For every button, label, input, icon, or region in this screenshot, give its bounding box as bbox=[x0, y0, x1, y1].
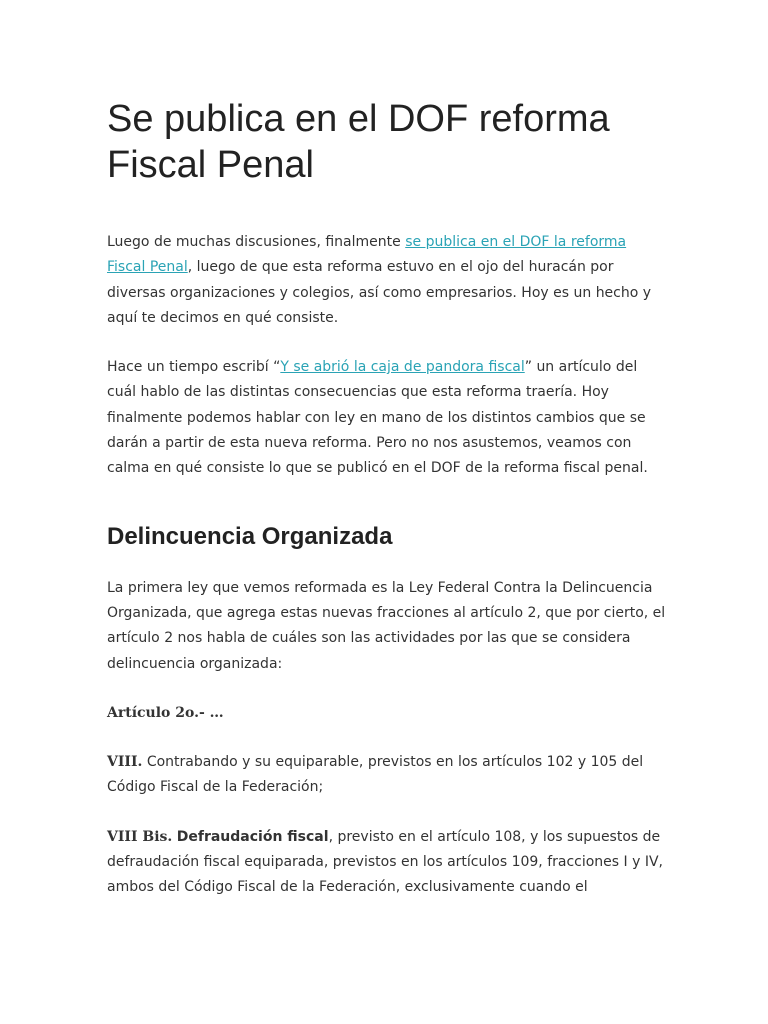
article-label-paragraph bbox=[107, 701, 667, 726]
article-title: Se publica en el DOF reforma Fiscal Penal bbox=[107, 98, 610, 186]
fraction-viii-bis-text: , previsto en el artículo 108, y los supuestos de defraudación fiscal equiparada, previstos en los artículos 109, fracciones I y IV, ambos del Código Fiscal de la Federación, exclusivamente cuando el bbox=[107, 828, 664, 896]
fraction-viii-text: Contrabando y su equiparable, previstos en los artículos 102 y 105 del Código Fiscal de la Federación; bbox=[107, 754, 644, 796]
intro-paragraph bbox=[107, 230, 667, 331]
article-label: Artículo 2o.- … bbox=[107, 704, 224, 721]
pandora-text-after: ” un artículo del cuál hablo de las distintas consecuencias que esta reforma traería. Hoy finalmente podemos hablar con ley en mano de los distintos cambios que se darán a partir de esta nueva reforma. Pero no nos asustemos, veamos con calma en qué consiste lo que se publicó en el DOF de la reforma fiscal penal. bbox=[107, 359, 648, 477]
fraction-viii-bis-label: VIII Bis. bbox=[107, 828, 173, 845]
fraction-viii-label: VIII. bbox=[107, 754, 143, 771]
intro-text-after: , luego de que esta reforma estuvo en el ojo del huracán por diversas organizaciones y colegios, así como empresarios. Hoy es un hecho y aquí te decimos en qué consiste. bbox=[107, 259, 652, 326]
pandora-fiscal-link[interactable]: Y se abrió la caja de pandora fiscal bbox=[280, 359, 525, 376]
pandora-text-before: Hace un tiempo escribí “ bbox=[107, 359, 281, 376]
fraction-viii-bis-title: Defraudación fiscal bbox=[176, 828, 329, 845]
dof-reform-link[interactable]: se publica en el DOF la reforma Fiscal Penal bbox=[107, 234, 627, 276]
article bbox=[107, 96, 667, 925]
intro-text-before: Luego de muchas discusiones, finalmente bbox=[107, 234, 406, 250]
law-paragraph: La primera ley que vemos reformada es la Ley Federal Contra la Delincuencia Organizada, que agrega estas nuevas fracciones al artículo 2, que por cierto, el artículo 2 nos habla de cuáles son las actividades por las que se considera delincuencia organizada: bbox=[107, 579, 666, 672]
pandora-paragraph bbox=[107, 355, 667, 481]
section-heading-delincuencia: Delincuencia Organizada bbox=[107, 522, 393, 550]
fraction-viii-bis-paragraph bbox=[107, 825, 667, 901]
fraction-viii-paragraph bbox=[107, 750, 667, 801]
